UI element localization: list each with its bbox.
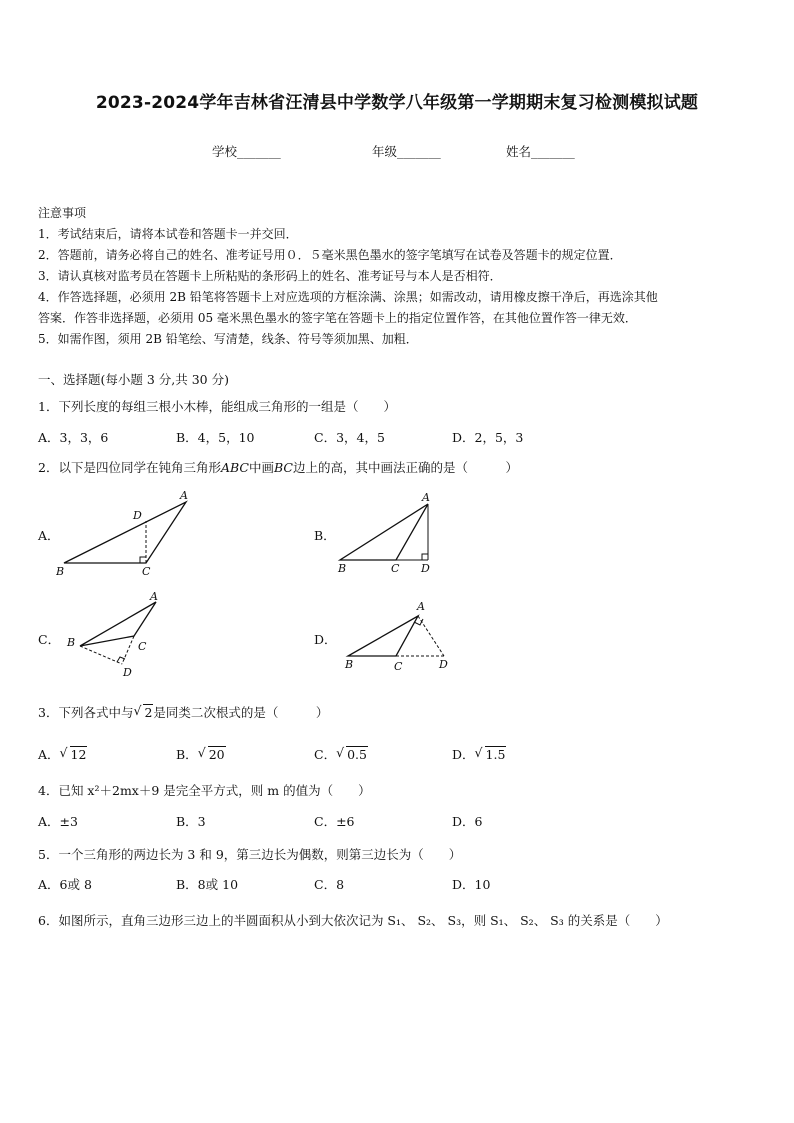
q1-option-b: B．4，5，10	[176, 430, 255, 445]
question-4-stem: 4．已知 x²＋2mx＋9 是完全平方式，则 m 的值为（ ）	[38, 783, 371, 798]
note-item: 5．如需作图，须用 2B 铅笔绘、写清楚，线条、符号等须加黑、加粗．	[38, 332, 418, 346]
q3-option-b	[176, 745, 226, 763]
radical-sign: √	[197, 745, 206, 760]
point-b-label: B	[67, 636, 76, 649]
triangle-abc	[348, 616, 418, 656]
q3-stem-part: 3．下列各式中与	[38, 705, 134, 720]
q2-stem-part: 边上的高，其中画法正确的是（ ）	[292, 460, 518, 475]
question-6-stem: 6．如图所示，直角三边形三边上的半圆面积从小到大依次记为 S₁、 S₂、 S₃，则 S₁、 S₂、 S₃ 的关系是（ ）	[38, 913, 668, 928]
right-angle-mark	[140, 557, 146, 563]
q3-option-a	[38, 745, 87, 763]
question-5-stem: 5．一个三角形的两边长为 3 和 9，第三边长为偶数，则第三边长为（ ）	[38, 847, 462, 862]
point-c-label: C	[394, 660, 403, 673]
q3-stem-part: 是同类二次根式的是（ ）	[153, 705, 329, 720]
point-d-label: D	[421, 562, 430, 575]
note-item: 答案．作答非选择题，必须用 05 毫米黑色墨水的签字笔在答题卡上的指定位置作答，在其他位置作答一律无效．	[38, 311, 637, 325]
question-3-stem	[38, 703, 328, 721]
radical-sign: √	[336, 745, 345, 760]
sqrt-expression	[336, 747, 368, 762]
q2-stem-part: 中画	[248, 460, 274, 475]
notes-heading: 注意事项	[38, 206, 87, 220]
point-a-label: A	[422, 491, 430, 504]
note-item: 4．作答选择题，必须用 2B 铅笔将答题卡上对应选项的方框涂满、涂黑；如需改动，请用橡皮擦干净后，再选涂其他	[38, 290, 658, 304]
radical-sign: √	[133, 703, 142, 718]
radical-sign: √	[474, 745, 483, 760]
option-label: C．	[314, 747, 337, 762]
q3-option-c	[314, 745, 368, 763]
radicand: 0.5	[347, 747, 367, 762]
q4-option-b: B．3	[176, 814, 206, 829]
point-c-label: C	[391, 562, 400, 575]
note-item: 2．答题前，请务必将自己的姓名、准考证号用０．５毫米黑色墨水的签字笔填写在试卷及答题卡的规定位置．	[38, 248, 622, 262]
sqrt-expression	[198, 747, 226, 762]
radicand: 2	[144, 705, 153, 720]
school-field: 学校_______	[212, 144, 281, 159]
point-d-label: D	[439, 658, 448, 671]
point-b-label: B	[56, 565, 65, 578]
radical-sign: √	[59, 745, 68, 760]
question-1-stem: 1．下列长度的每组三根小木棒，能组成三角形的一组是（ ）	[38, 399, 396, 414]
question-2-stem	[38, 458, 518, 476]
note-item: 3．请认真核对监考员在答题卡上所粘贴的条形码上的姓名、准考证号与本人是否相符．	[38, 269, 502, 283]
radicand: 12	[70, 747, 87, 762]
q4-option-d: D．6	[452, 814, 483, 829]
point-c-label: C	[138, 640, 147, 653]
q1-option-a: A．3，3，6	[38, 430, 109, 445]
q5-option-a: A．6或 8	[38, 877, 92, 892]
point-c-label: C	[142, 565, 151, 578]
q2-figure-a	[56, 488, 206, 583]
point-a-label: A	[180, 489, 188, 502]
q4-option-a: A．±3	[38, 814, 78, 829]
option-label: A．	[38, 747, 60, 762]
q2-option-c-label: C．	[38, 632, 61, 647]
radicand: 20	[208, 747, 225, 762]
right-angle-mark	[422, 554, 428, 560]
point-d-label: D	[133, 509, 142, 522]
q2-figure-c	[60, 588, 170, 683]
note-item: 1．考试结束后，请将本试卷和答题卡一并交回．	[38, 227, 298, 241]
option-label: D．	[452, 747, 475, 762]
sqrt-expression	[475, 747, 507, 762]
point-a-label: A	[150, 590, 158, 603]
option-label: B．	[176, 747, 198, 762]
q2-option-a-label: A．	[38, 528, 60, 543]
q2-stem-part: 2．以下是四位同学在钝角三角形	[38, 460, 221, 475]
q4-option-c: C．±6	[314, 814, 355, 829]
section-heading: 一、选择题(每小题 3 分,共 30 分)	[38, 372, 229, 387]
q2-side-name: BC	[274, 460, 293, 475]
point-b-label: B	[345, 658, 354, 671]
q5-option-d: D．10	[452, 877, 491, 892]
triangle-abc	[64, 502, 186, 563]
q5-option-c: C．8	[314, 877, 345, 892]
exam-title: 2023-2024学年吉林省汪清县中学数学八年级第一学期期末复习检测模拟试题	[95, 93, 699, 113]
radicand: 1.5	[485, 747, 506, 762]
q2-option-d-label: D．	[314, 632, 337, 647]
q2-figure-d	[338, 596, 458, 678]
q1-option-c: C．3，4，5	[314, 430, 385, 445]
extension-line	[122, 636, 134, 664]
grade-field: 年级_______	[372, 144, 441, 159]
point-a-label: A	[417, 600, 425, 613]
q5-option-b: B．8或 10	[176, 877, 239, 892]
point-b-label: B	[338, 562, 347, 575]
point-d-label: D	[123, 666, 132, 679]
q2-option-b-label: B．	[314, 528, 336, 543]
sqrt-expression	[60, 747, 88, 762]
height-line	[80, 646, 122, 664]
q1-option-d: D．2，5，3	[452, 430, 524, 445]
q3-option-d	[452, 745, 506, 763]
sqrt-expression	[133, 705, 153, 720]
triangle-abc	[340, 504, 428, 560]
q2-figure-b	[332, 488, 452, 583]
name-field: 姓名_______	[506, 144, 575, 159]
q2-triangle-name: ABC	[220, 460, 249, 475]
